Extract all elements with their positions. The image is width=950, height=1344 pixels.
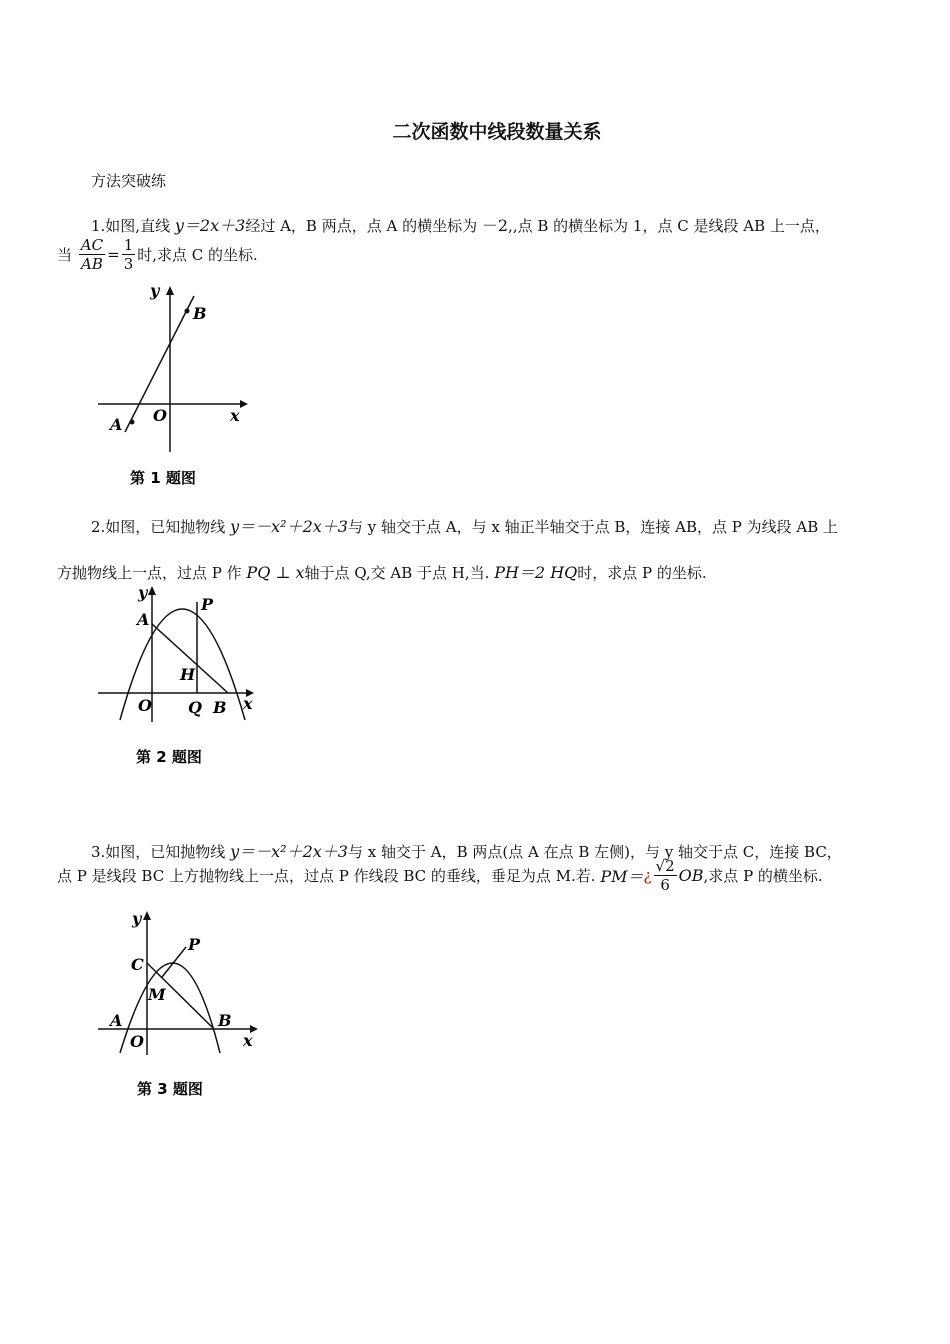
q3-equation: y＝－x²＋2x＋3 — [230, 842, 348, 861]
q1-frac2-den: 3 — [123, 255, 134, 273]
q2-text-3: 方抛物线上一点，过点 P 作 — [57, 564, 242, 582]
q1-text-3: ,,点 B 的横坐标为 1，点 C 是线段 AB 上一点， — [508, 217, 830, 235]
q2-label-b: B — [213, 698, 227, 717]
q2-text-1: 2.如图，已知抛物线 — [91, 518, 226, 536]
q3-y-arrow — [143, 911, 151, 920]
q2-caption: 第 2 题图 — [136, 748, 202, 766]
q3-caption: 第 3 题图 — [137, 1080, 203, 1098]
q2-label-q: Q — [188, 698, 202, 717]
q1-frac2-num: 1 — [123, 236, 134, 254]
page-title: 二次函数中线段数量关系 — [392, 121, 602, 143]
q3-text-4: ,求点 P 的横坐标. — [703, 867, 823, 885]
q3-fraction-sqrt2-6 — [654, 857, 677, 894]
q1-figure — [90, 280, 260, 495]
q3-frac-num: √2 — [655, 857, 675, 875]
q3-text-2: 与 x 轴交于 A，B 两点(点 A 在点 B 左侧)，与 y 轴交于点 C，连接 BC， — [347, 843, 842, 861]
q1-fraction-one-third — [122, 236, 136, 273]
q2-equation: y＝－x²＋2x＋3 — [230, 517, 348, 536]
q3-label-p: P — [188, 935, 201, 954]
q3-text-3: 点 P 是线段 BC 上方抛物线上一点，过点 P 作线段 BC 的垂线，垂足为点 M.若. — [57, 867, 596, 885]
q2-line1 — [91, 514, 838, 537]
q1-frac-den: AB — [81, 255, 103, 273]
q1-text-5: 时,求点 C 的坐标. — [137, 246, 258, 264]
q1-y-arrow — [166, 286, 174, 295]
q3-figure — [90, 905, 270, 1110]
q2-figure — [90, 582, 270, 772]
q1-caption: 第 1 题图 — [130, 469, 196, 487]
q3-glyph: ¿ — [643, 866, 652, 885]
q1-label-o: O — [153, 406, 167, 425]
q2-text-4: 轴于点 Q,交 AB 于点 H,当. — [304, 564, 490, 582]
q2-label-y: y — [138, 583, 148, 602]
q2-label-x: x — [243, 694, 253, 713]
q3-ob: OB — [678, 866, 704, 885]
q1-fraction-ac-ab — [79, 236, 105, 273]
q1-point-a — [130, 420, 135, 425]
q2-label-p: P — [201, 595, 214, 614]
q3-segment-pm — [162, 947, 186, 977]
q2-ph: PH＝2 HQ — [494, 563, 578, 582]
q2-text-5: 时，求点 P 的坐标. — [577, 564, 707, 582]
q1-label-x: x — [230, 406, 240, 425]
q3-label-b: B — [218, 1011, 232, 1030]
q2-label-o: O — [138, 696, 152, 715]
q3-label-x: x — [243, 1031, 253, 1050]
q1-frac-num: AC — [80, 236, 104, 254]
q3-frac-den: 6 — [660, 876, 670, 894]
q3-text-1: 3.如图，已知抛物线 — [91, 843, 226, 861]
q2-y-arrow — [148, 586, 156, 595]
q1-point-b — [185, 309, 190, 314]
q3-label-m: M — [148, 985, 166, 1004]
q1-label-y: y — [150, 281, 160, 300]
q1-label-b: B — [193, 304, 207, 323]
q3-line2 — [57, 857, 823, 894]
q1-x-arrow — [240, 400, 248, 408]
q3-label-a: A — [110, 1011, 123, 1030]
q2-line2 — [57, 560, 707, 583]
q2-pq: PQ ⊥ x — [246, 563, 305, 582]
q3-pm: PM＝ — [600, 867, 644, 886]
q1-text-4: 当 — [57, 246, 73, 264]
q3-label-y: y — [132, 909, 142, 928]
q2-label-a: A — [137, 610, 150, 629]
q1-text-1: 1.如图,直线 — [91, 217, 171, 235]
section-heading: 方法突破练 — [91, 172, 167, 190]
q2-text-2: 与 y 轴交于点 A，与 x 轴正半轴交于点 B，连接 AB，点 P 为线段 AB 上 — [347, 518, 839, 536]
q3-label-o: O — [130, 1032, 144, 1051]
q1-neg2: －2 — [481, 216, 509, 235]
q1-text-2: 经过 A，B 两点，点 A 的横坐标为 — [245, 217, 478, 235]
q3-label-c: C — [131, 955, 144, 974]
q1-equation: y＝2x＋3 — [174, 216, 246, 235]
q1-line1 — [91, 213, 830, 236]
q1-label-a: A — [110, 415, 123, 434]
q2-label-h: H — [180, 665, 196, 684]
q1-line2 — [57, 236, 258, 273]
q1-equals: = — [107, 245, 120, 264]
